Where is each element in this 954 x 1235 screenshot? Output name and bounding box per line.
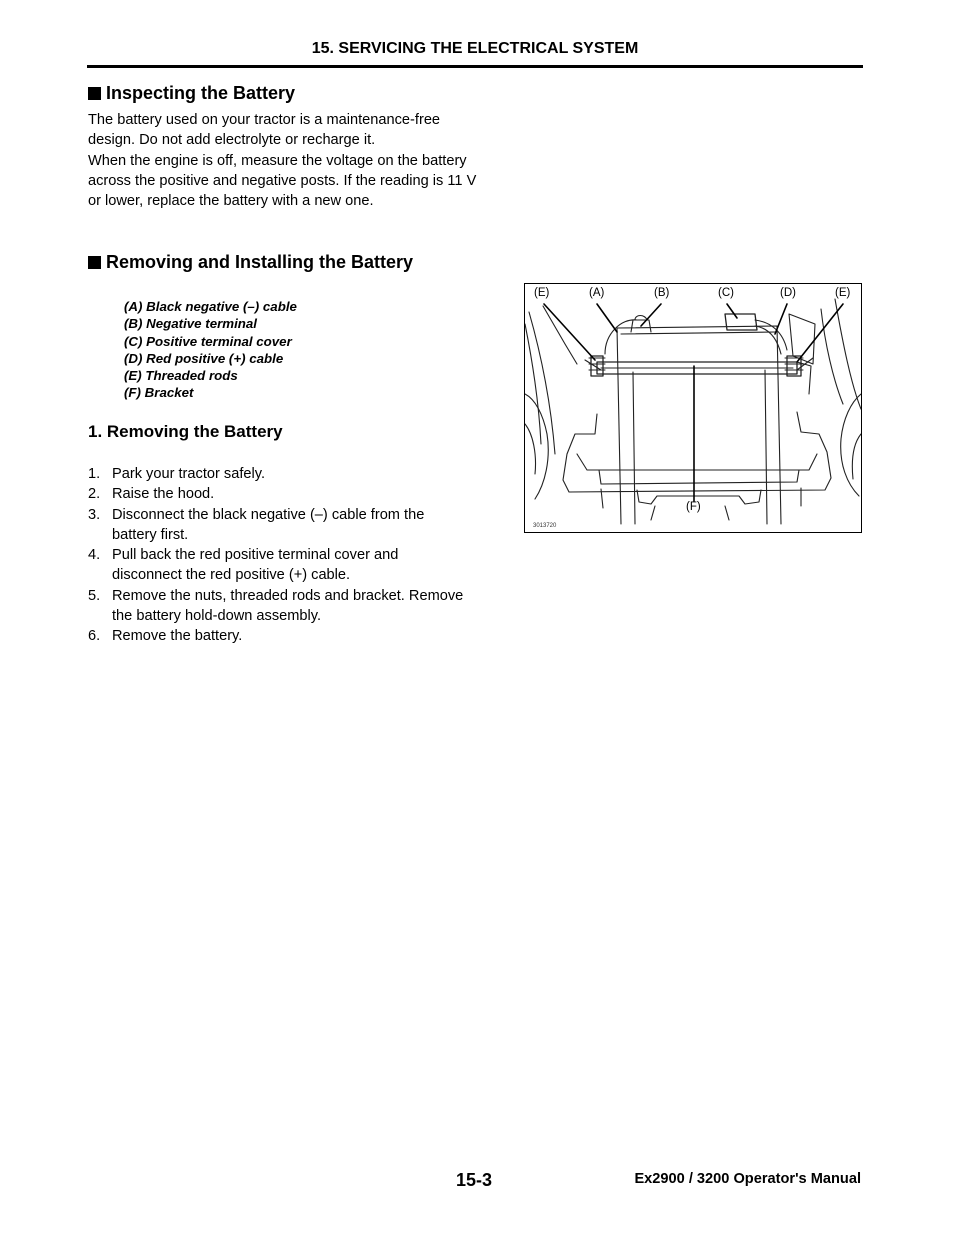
removing-installing-heading [88, 252, 413, 273]
legend-item: (B) Negative terminal [124, 316, 258, 332]
step-text: Remove the nuts, threaded rods and bracket. Remove the battery hold-down assembly. [112, 587, 464, 625]
step-text: Disconnect the black negative (–) cable from the battery first. [112, 506, 425, 543]
page-number: 15-3 [456, 1170, 493, 1190]
inspecting-para-2: When the engine is off, measure the voltage on the battery across the positive and negative posts. If the reading is 11 V or lower, replace the battery with a new one. [88, 152, 477, 210]
figure-id: 3013720 [533, 523, 557, 529]
list-item [88, 484, 468, 504]
list-item [88, 545, 468, 586]
step-text: Pull back the red positive terminal cover and disconnect the red positive (+) cable. [112, 547, 399, 584]
step-number: 3. [88, 506, 101, 523]
step-text: Park your tractor safely. [112, 466, 266, 482]
step-number: 5. [88, 587, 101, 604]
figure-legend [124, 298, 297, 402]
inspecting-heading-text: Inspecting the Battery [106, 83, 296, 103]
callout-c: (C) [718, 287, 734, 299]
callout-a: (A) [589, 287, 605, 299]
inspecting-body [88, 110, 478, 211]
legend-item: (A) Black negative (–) cable [124, 299, 297, 314]
manual-name: Ex2900 / 3200 Operator's Manual [634, 1171, 861, 1187]
callout-f: (F) [686, 501, 701, 513]
battery-illustration [525, 284, 861, 532]
step-number: 1. [88, 466, 101, 482]
list-item [88, 505, 468, 546]
legend-item: (F) Bracket [124, 385, 194, 401]
removing-battery-heading: 1. Removing the Battery [88, 422, 283, 441]
list-item [88, 464, 468, 484]
step-number: 6. [88, 628, 101, 645]
list-item [88, 626, 468, 646]
list-item [88, 586, 468, 627]
callout-e-left: (E) [534, 287, 550, 299]
callout-e-right: (E) [835, 287, 851, 299]
legend-item: (C) Positive terminal cover [124, 333, 292, 349]
callout-d: (D) [780, 287, 796, 299]
legend-item: (E) Threaded rods [124, 368, 238, 384]
step-text: Remove the battery. [112, 628, 243, 645]
bracket-drawing [585, 358, 813, 374]
legend-item: (D) Red positive (+) cable [124, 350, 284, 366]
removing-installing-heading-text: Removing and Installing the Battery [106, 252, 414, 272]
step-text: Raise the hood. [112, 486, 215, 503]
inspecting-para-1: The battery used on your tractor is a maintenance-free design. Do not add electrolyte or recharge it. [88, 112, 441, 149]
removal-steps-list [88, 464, 468, 647]
header-rule [87, 65, 863, 68]
tractor-frame-drawing [525, 299, 861, 499]
step-number: 2. [88, 486, 101, 503]
step-number: 4. [88, 547, 101, 564]
callout-b: (B) [654, 287, 670, 299]
battery-figure [524, 283, 862, 533]
section-square-icon [88, 87, 101, 100]
section-square-icon [88, 256, 101, 269]
threaded-rod-drawing [589, 356, 803, 376]
page-header-title: 15. SERVICING THE ELECTRICAL SYSTEM [311, 40, 639, 57]
inspecting-heading [88, 83, 295, 104]
